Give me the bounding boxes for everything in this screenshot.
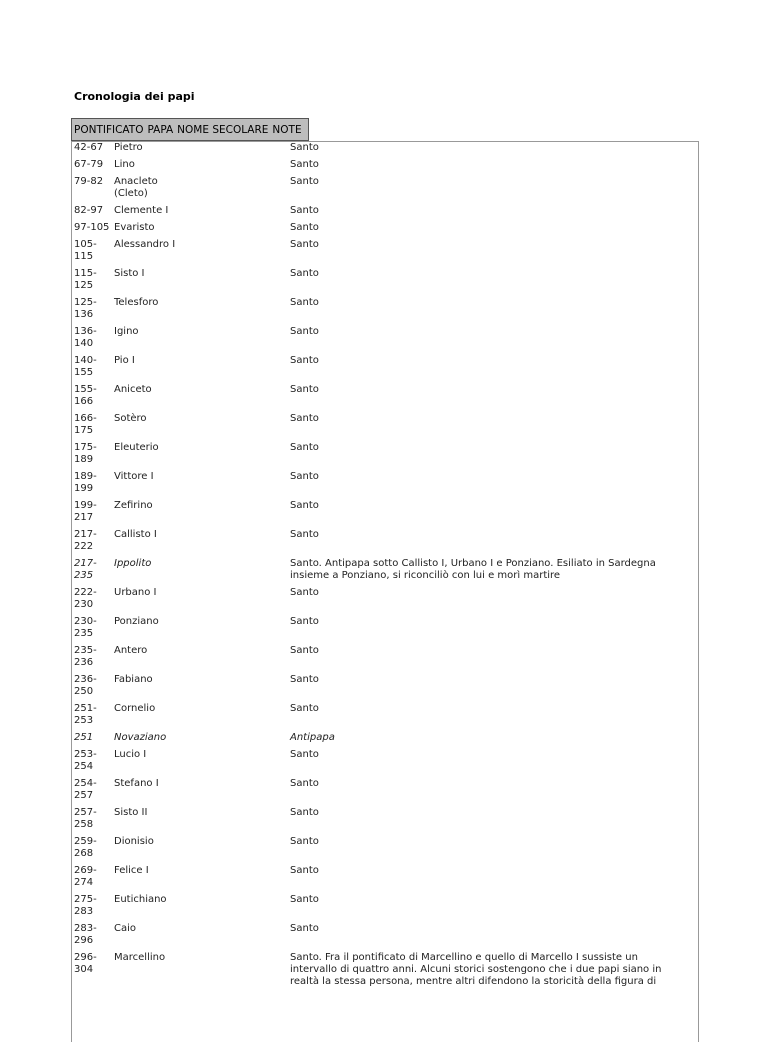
table-row [72,587,698,611]
cell-note: Santo [290,268,319,279]
table-row [72,732,698,744]
cell-note: Santo [290,587,319,598]
cell-note: Santo [290,239,319,250]
cell-papa: Evaristo [114,222,155,233]
cell-note: Santo [290,413,319,424]
table-row [72,952,698,988]
cell-note: Santo [290,326,319,337]
cell-note: Santo. Fra il pontificato di Marcellino e quello di Marcello I sussiste un intervallo di quattro anni. Alcuni storici sostengono che i due papi siano in realtà la stessa persona, mentre altri difendono la storicità della figura di [290,952,662,987]
cell-pontificato: 217- 235 [74,558,97,581]
cell-pontificato: 175- 189 [74,442,97,465]
cell-papa: Sisto II [114,807,148,818]
cell-note: Santo [290,836,319,847]
cell-papa: Igino [114,326,139,337]
cell-pontificato: 136- 140 [74,326,97,349]
table-row [72,616,698,640]
cell-papa: Eutichiano [114,894,167,905]
header-pontificato: PONTIFICATO [74,123,144,136]
cell-pontificato: 251 [74,732,94,743]
cell-note: Santo [290,778,319,789]
header-note: NOTE [272,123,302,136]
cell-papa: Telesforo [114,297,159,308]
cell-papa: Cornelio [114,703,156,714]
table-row [72,558,698,582]
cell-note: Santo [290,471,319,482]
table-row [72,176,698,200]
cell-papa: Lucio I [114,749,147,760]
table-row [72,807,698,831]
cell-note: Santo [290,749,319,760]
cell-pontificato: 82-97 [74,205,104,216]
cell-pontificato: 155- 166 [74,384,97,407]
cell-pontificato: 42-67 [74,142,104,153]
table-row [72,142,698,154]
cell-papa: Dionisio [114,836,154,847]
table-row [72,500,698,524]
cell-pontificato: 275- 283 [74,894,97,917]
cell-note: Santo [290,355,319,366]
cell-papa: Felice I [114,865,149,876]
cell-note: Santo [290,807,319,818]
table-row [72,384,698,408]
cell-pontificato: 235- 236 [74,645,97,668]
cell-note: Santo [290,674,319,685]
cell-pontificato: 269- 274 [74,865,97,888]
cell-papa: Caio [114,923,137,934]
table-row [72,529,698,553]
cell-note: Santo [290,176,319,187]
table-body [71,141,699,1042]
cell-papa: Sotèro [114,413,147,424]
cell-papa: Callisto I [114,529,157,540]
cell-pontificato: 259- 268 [74,836,97,859]
cell-pontificato: 254- 257 [74,778,97,801]
cell-papa: Lino [114,159,135,170]
cell-note: Santo [290,529,319,540]
cell-papa: Eleuterio [114,442,159,453]
cell-papa: Stefano I [114,778,159,789]
cell-note: Santo [290,645,319,656]
cell-pontificato: 199- 217 [74,500,97,523]
cell-note: Santo [290,703,319,714]
cell-pontificato: 222- 230 [74,587,97,610]
table-row [72,239,698,263]
cell-pontificato: 296- 304 [74,952,97,975]
cell-papa: Antero [114,645,148,656]
cell-papa: Ippolito [114,558,152,569]
cell-pontificato: 189- 199 [74,471,97,494]
cell-note: Santo [290,616,319,627]
table-row [72,645,698,669]
cell-note: Santo [290,205,319,216]
cell-papa: Fabiano [114,674,153,685]
table-row [72,894,698,918]
cell-pontificato: 67-79 [74,159,104,170]
table-row [72,222,698,234]
cell-note: Santo [290,442,319,453]
cell-pontificato: 125- 136 [74,297,97,320]
cell-note: Antipapa [290,732,335,743]
table-row [72,205,698,217]
cell-pontificato: 166- 175 [74,413,97,436]
cell-papa: Vittore I [114,471,154,482]
table-row [72,326,698,350]
table-row [72,268,698,292]
page-title: Cronologia dei papi [74,90,195,103]
table-row [72,778,698,802]
table-row [72,749,698,773]
table-row [72,355,698,379]
table-row [72,703,698,727]
cell-pontificato: 283- 296 [74,923,97,946]
cell-note: Santo [290,384,319,395]
table-row [72,865,698,889]
cell-papa: Anacleto (Cleto) [114,176,158,199]
cell-note: Santo [290,923,319,934]
cell-papa: Marcellino [114,952,166,963]
table-row [72,674,698,698]
table-row [72,442,698,466]
table-header [71,118,309,141]
cell-pontificato: 230- 235 [74,616,97,639]
table-row [72,413,698,437]
table-row [72,159,698,171]
cell-pontificato: 79-82 [74,176,104,187]
cell-papa: Pio I [114,355,135,366]
table-row [72,471,698,495]
cell-papa: Zefirino [114,500,153,511]
header-nome-secolare: NOME SECOLARE [177,123,269,136]
cell-papa: Pietro [114,142,143,153]
cell-pontificato: 105- 115 [74,239,97,262]
table-row [72,297,698,321]
cell-pontificato: 253- 254 [74,749,97,772]
cell-note: Santo [290,894,319,905]
cell-note: Santo [290,222,319,233]
cell-note: Santo [290,297,319,308]
cell-pontificato: 97-105 [74,222,110,233]
cell-note: Santo. Antipapa sotto Callisto I, Urbano I e Ponziano. Esiliato in Sardegna insieme a Ponziano, si riconciliò con lui e morì martire [290,558,656,581]
cell-papa: Novaziano [114,732,167,743]
cell-note: Santo [290,865,319,876]
table-row [72,836,698,860]
cell-papa: Clemente I [114,205,169,216]
cell-pontificato: 257- 258 [74,807,97,830]
header-papa: PAPA [147,123,174,136]
cell-papa: Urbano I [114,587,157,598]
table-row [72,923,698,947]
cell-papa: Aniceto [114,384,152,395]
cell-pontificato: 236- 250 [74,674,97,697]
cell-pontificato: 140- 155 [74,355,97,378]
cell-note: Santo [290,500,319,511]
cell-papa: Alessandro I [114,239,176,250]
cell-pontificato: 251- 253 [74,703,97,726]
cell-note: Santo [290,159,319,170]
cell-pontificato: 115- 125 [74,268,97,291]
cell-papa: Sisto I [114,268,145,279]
cell-papa: Ponziano [114,616,159,627]
cell-note: Santo [290,142,319,153]
cell-pontificato: 217- 222 [74,529,97,552]
